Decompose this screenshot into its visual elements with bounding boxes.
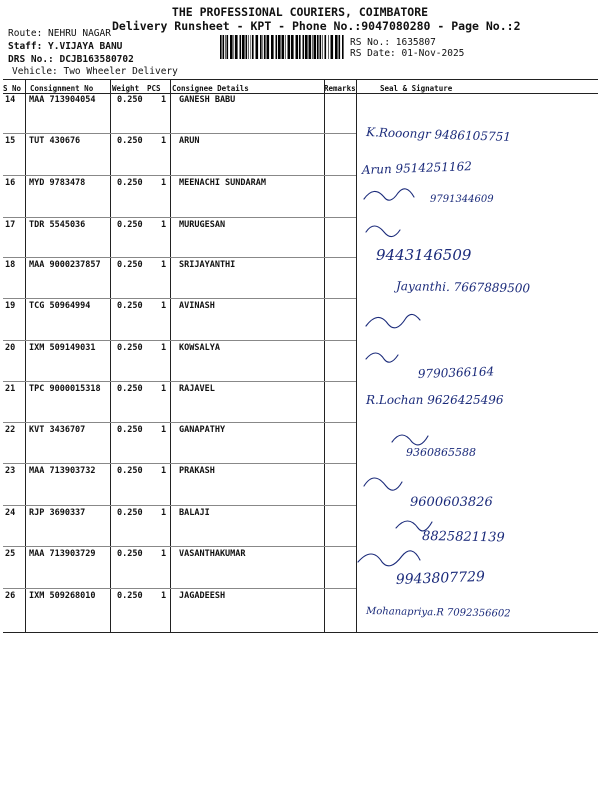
col-header-consignee: Consignee Details [172, 84, 249, 93]
row-sno: 17 [5, 220, 16, 230]
row-weight: 0.250 [117, 136, 143, 146]
row-divider [3, 422, 356, 423]
row-sno: 21 [5, 384, 16, 394]
signature-scribble [366, 226, 400, 237]
row-sno: 23 [5, 466, 16, 476]
signature-scribble [364, 189, 414, 200]
row-weight: 0.250 [117, 178, 143, 188]
row-consignee-name: JAGADEESH [179, 591, 226, 601]
handwritten-signature: 9443146509 [376, 246, 472, 264]
row-consignee-name: GANAPATHY [179, 425, 226, 435]
row-divider [3, 588, 356, 589]
row-consignee-name: GANESH BABU [179, 95, 236, 105]
col-header-seal-signature: Seal & Signature [380, 84, 453, 93]
col-divider [110, 79, 111, 632]
signature-scribble [366, 314, 420, 327]
signature-scribble [396, 521, 432, 531]
row-divider [3, 546, 356, 547]
row-pcs: 1 [161, 178, 167, 188]
handwritten-signature: 9360865588 [406, 446, 476, 459]
row-pcs: 1 [161, 136, 167, 146]
row-sno: 26 [5, 591, 16, 601]
signature-scribble [358, 551, 420, 566]
row-pcs: 1 [161, 343, 167, 353]
col-header-sno: S No [3, 84, 22, 93]
handwritten-signature: K.Rooongr 9486105751 [365, 125, 512, 145]
col-header-consignment: Consignment No [30, 84, 94, 93]
rs-date: RS Date: 01-Nov-2025 [350, 48, 465, 59]
row-consignment-no: TCG 50964994 [29, 301, 91, 311]
signature-scribble [392, 435, 428, 445]
handwritten-signature: 9600603826 [410, 495, 493, 510]
row-consignment-no: MYD 9783478 [29, 178, 86, 188]
col-header-weight: Weight [112, 84, 140, 93]
handwritten-signature: 9791344609 [430, 194, 494, 205]
row-pcs: 1 [161, 384, 167, 394]
row-sno: 20 [5, 343, 16, 353]
row-consignee-name: MURUGESAN [179, 220, 226, 230]
row-consignment-no: MAA 9000237857 [29, 260, 101, 270]
row-weight: 0.250 [117, 220, 143, 230]
handwritten-signature: 9943807729 [395, 568, 486, 588]
row-consignment-no: RJP 3690337 [29, 508, 86, 518]
row-sno: 25 [5, 549, 16, 559]
row-weight: 0.250 [117, 425, 143, 435]
row-consignment-no: IXM 509268010 [29, 591, 96, 601]
col-divider [25, 79, 26, 632]
rs-number: RS No.: 1635807 [350, 37, 436, 48]
row-divider [3, 381, 356, 382]
row-consignment-no: TUT 430676 [29, 136, 81, 146]
row-weight: 0.250 [117, 508, 143, 518]
staff-label: Staff: Y.VIJAYA BANU [8, 41, 123, 52]
row-consignment-no: TDR 5545036 [29, 220, 86, 230]
row-divider [3, 217, 356, 218]
row-divider [3, 257, 356, 258]
route-label: Route: NEHRU NAGAR [8, 28, 111, 39]
row-pcs: 1 [161, 549, 167, 559]
row-weight: 0.250 [117, 260, 143, 270]
row-consignee-name: BALAJI [179, 508, 210, 518]
row-sno: 22 [5, 425, 16, 435]
row-weight: 0.250 [117, 466, 143, 476]
row-consignment-no: MAA 713903729 [29, 549, 96, 559]
row-pcs: 1 [161, 591, 167, 601]
row-consignee-name: SRIJAYANTHI [179, 260, 236, 270]
row-weight: 0.250 [117, 384, 143, 394]
row-consignee-name: KOWSALYA [179, 343, 220, 353]
handwritten-signature: 8825821139 [421, 529, 505, 546]
row-pcs: 1 [161, 425, 167, 435]
row-consignment-no: MAA 713904054 [29, 95, 96, 105]
vehicle-label: Vehicle: Two Wheeler Delivery [12, 66, 178, 77]
company-name: THE PROFESSIONAL COURIERS, COIMBATORE [171, 5, 429, 19]
handwritten-signature: Mohanapriya.R 7092356602 [365, 606, 511, 620]
row-consignment-no: KVT 3436707 [29, 425, 86, 435]
row-divider [3, 298, 356, 299]
row-pcs: 1 [161, 95, 167, 105]
handwritten-signature: 9790366164 [417, 364, 495, 381]
row-consignee-name: VASANTHAKUMAR [179, 549, 246, 559]
signature-scribble [364, 478, 402, 490]
row-consignee-name: MEENACHI SUNDARAM [179, 178, 266, 188]
row-weight: 0.250 [117, 343, 143, 353]
row-divider [3, 505, 356, 506]
row-consignee-name: RAJAVEL [179, 384, 215, 394]
runsheet-title: Delivery Runsheet - KPT - Phone No.:9047080280 - Page No.:2 [112, 19, 521, 33]
row-sno: 14 [5, 95, 16, 105]
row-pcs: 1 [161, 466, 167, 476]
row-weight: 0.250 [117, 95, 143, 105]
drs-number: DRS No.: DCJB163580702 [8, 54, 134, 65]
signature-scribble [366, 353, 398, 362]
signature-area [356, 94, 600, 634]
row-sno: 18 [5, 260, 16, 270]
row-consignee-name: PRAKASH [179, 466, 215, 476]
row-divider [3, 175, 356, 176]
handwritten-signature: R.Lochan 9626425496 [366, 393, 504, 407]
row-divider [3, 463, 356, 464]
col-divider [324, 79, 325, 632]
row-weight: 0.250 [117, 591, 143, 601]
row-weight: 0.250 [117, 301, 143, 311]
row-pcs: 1 [161, 301, 167, 311]
row-consignment-no: TPC 9000015318 [29, 384, 101, 394]
row-divider [3, 340, 356, 341]
row-pcs: 1 [161, 508, 167, 518]
col-header-pcs: PCS [147, 84, 161, 93]
row-sno: 19 [5, 301, 16, 311]
row-sno: 24 [5, 508, 16, 518]
table-top-border [3, 79, 598, 80]
row-consignment-no: IXM 509149031 [29, 343, 96, 353]
barcode [220, 35, 345, 59]
col-divider [170, 79, 171, 632]
row-consignee-name: AVINASH [179, 301, 215, 311]
row-pcs: 1 [161, 220, 167, 230]
handwritten-signature: Arun 9514251162 [361, 159, 473, 177]
row-consignment-no: MAA 713903732 [29, 466, 96, 476]
handwritten-signature: Jayanthi. 7667889500 [395, 279, 531, 296]
row-sno: 16 [5, 178, 16, 188]
row-divider [3, 133, 356, 134]
col-header-remarks: Remarks [324, 84, 356, 93]
row-pcs: 1 [161, 260, 167, 270]
row-sno: 15 [5, 136, 16, 146]
row-consignee-name: ARUN [179, 136, 200, 146]
row-weight: 0.250 [117, 549, 143, 559]
